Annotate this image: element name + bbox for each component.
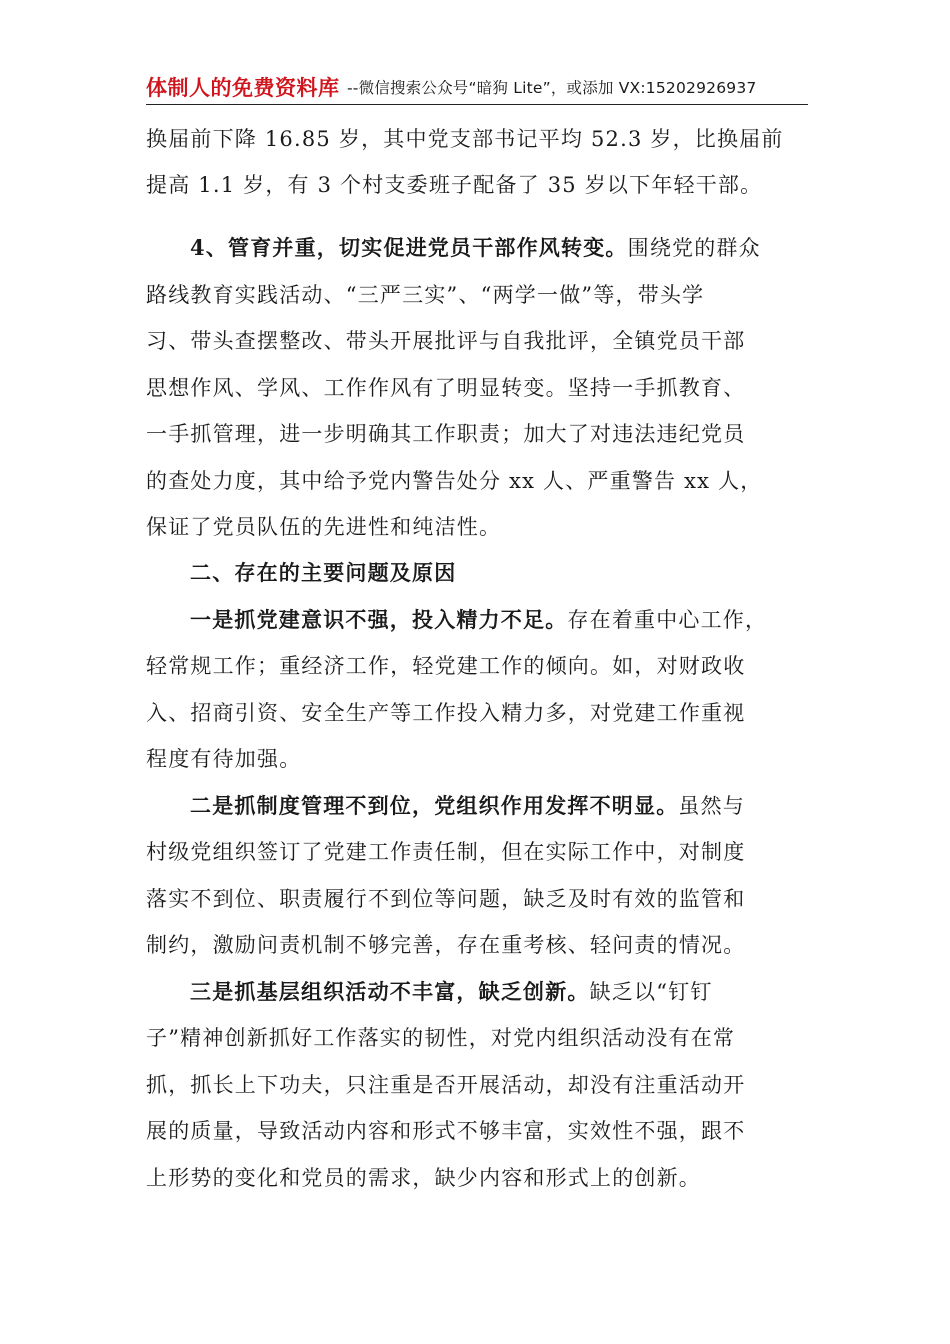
text-line: 思想作风、学风、工作作风有了明显转变。坚持一手抓教育、 xyxy=(146,376,746,400)
paragraph-first-line xyxy=(190,605,767,635)
text-line: 的查处力度，其中给予党内警告处分 xx 人、严重警告 xx 人， xyxy=(146,469,763,493)
text-line: 路线教育实践活动、“三严三实”、“两学一做”等，带头学 xyxy=(146,283,705,307)
paragraph-lead: 4、管育并重，切实促进党员干部作风转变。 xyxy=(190,235,628,260)
header-brand: 体制人的免费资料库 xyxy=(146,76,340,100)
text-line: 一手抓管理，进一步明确其工作职责；加大了对违法违纪党员 xyxy=(146,422,746,446)
section-heading: 二、存在的主要问题及原因 xyxy=(190,561,457,585)
text-line: 上形势的变化和党员的需求，缺少内容和形式上的创新。 xyxy=(146,1166,701,1190)
paragraph-first-line xyxy=(190,977,713,1007)
paragraph-first-rest: 缺乏以“钉钉 xyxy=(589,980,713,1004)
text-line: 落实不到位、职责履行不到位等问题，缺乏及时有效的监管和 xyxy=(146,887,746,911)
page-header xyxy=(146,70,808,105)
text-line: 轻常规工作；重经济工作，轻党建工作的倾向。如，对财政收 xyxy=(146,654,746,678)
text-line: 抓，抓长上下功夫，只注重是否开展活动，却没有注重活动开 xyxy=(146,1073,746,1097)
paragraph-first-rest: 虽然与 xyxy=(678,794,746,818)
paragraph-lead: 二是抓制度管理不到位，党组织作用发挥不明显。 xyxy=(190,793,679,818)
text-line: 展的质量，导致活动内容和形式不够丰富，实效性不强，跟不 xyxy=(146,1119,746,1143)
text-line: 制约，激励问责机制不够完善，存在重考核、轻问责的情况。 xyxy=(146,933,746,957)
paragraph-lead: 一是抓党建意识不强，投入精力不足。 xyxy=(190,607,568,632)
text-line: 程度有待加强。 xyxy=(146,747,302,771)
text-line: 入、招商引资、安全生产等工作投入精力多，对党建工作重视 xyxy=(146,701,746,725)
text-line: 换届前下降 16.85 岁，其中党支部书记平均 52.3 岁，比换届前 xyxy=(146,127,784,151)
header-subtitle: --微信搜索公众号“暗狗 Lite”，或添加 VX:15202926937 xyxy=(347,79,757,97)
text-line: 村级党组织签订了党建工作责任制，但在实际工作中，对制度 xyxy=(146,840,746,864)
paragraph-first-rest: 围绕党的群众 xyxy=(627,236,761,260)
paragraph-first-line xyxy=(190,233,761,263)
text-line: 习、带头查摆整改、带头开展批评与自我批评，全镇党员干部 xyxy=(146,329,746,353)
paragraph-first-line xyxy=(190,791,745,821)
text-line: 提高 1.1 岁，有 3 个村支委班子配备了 35 岁以下年轻干部。 xyxy=(146,173,763,197)
text-line: 保证了党员队伍的先进性和纯洁性。 xyxy=(146,515,502,539)
paragraph-first-rest: 存在着重中心工作， xyxy=(567,608,768,632)
text-line: 子”精神创新抓好工作落实的韧性，对党内组织活动没有在常 xyxy=(146,1026,736,1050)
paragraph-lead: 三是抓基层组织活动不丰富，缺乏创新。 xyxy=(190,979,590,1004)
